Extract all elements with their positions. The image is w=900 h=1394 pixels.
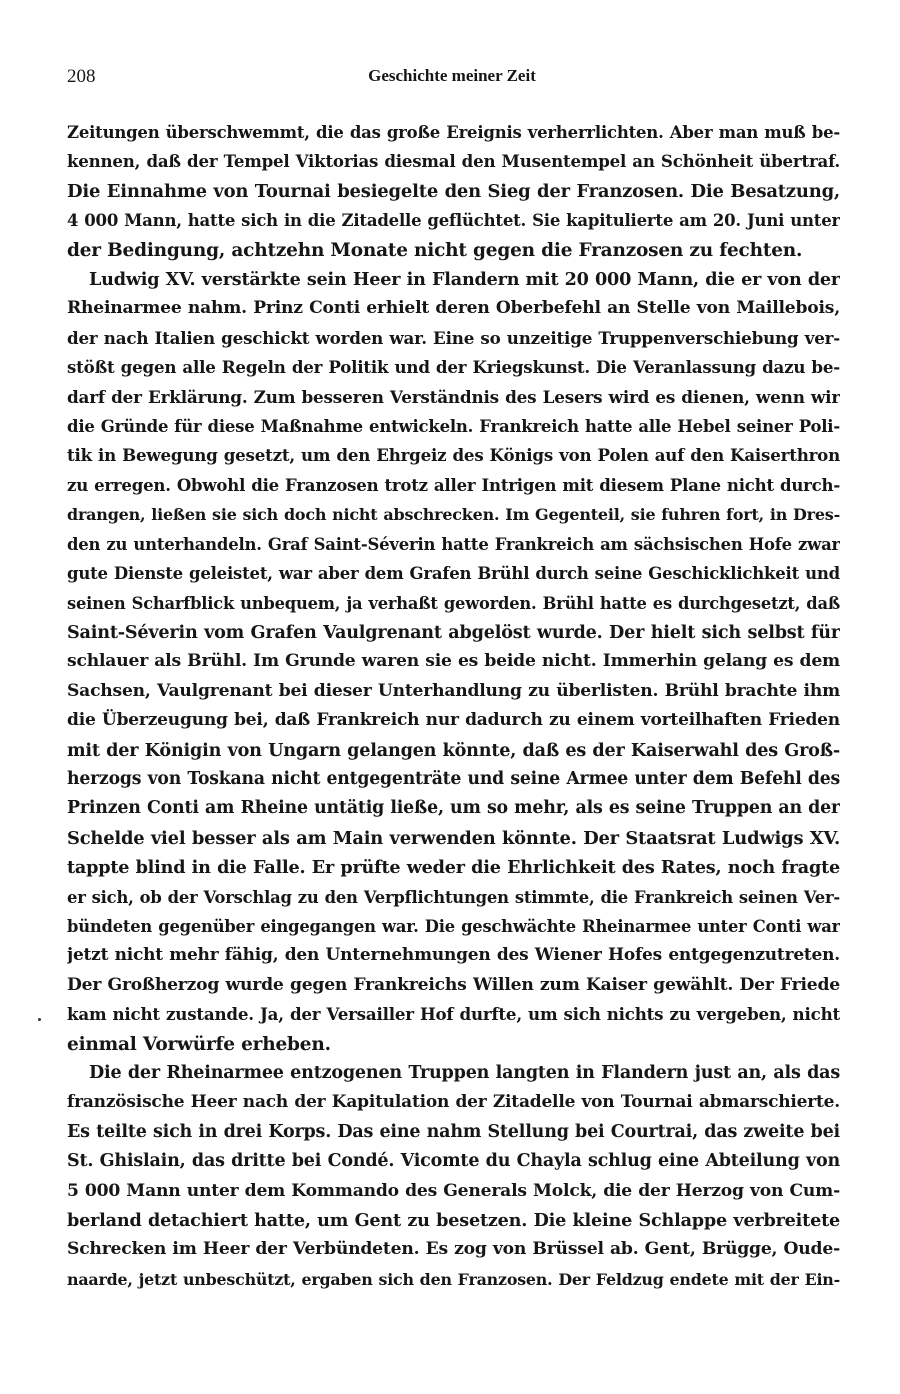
text-line: französische Heer nach der Kapitulation der Zitadelle von Tournai abmarschierte. <box>67 1092 840 1113</box>
text-line: berland detachiert hatte, um Gent zu besetzen. Die kleine Schlappe verbreitete <box>67 1210 840 1232</box>
text-line: drangen, ließen sie sich doch nicht abschrecken. Im Gegenteil, sie fuhren fort, in Dres- <box>67 505 840 525</box>
text-line: jetzt nicht mehr fähig, den Unternehmungen des Wiener Hofes entgegenzutreten. <box>67 945 840 966</box>
text-line: schlauer als Brühl. Im Grunde waren sie es beide nicht. Immerhin gelang es dem <box>67 651 840 672</box>
body-text <box>67 118 840 1294</box>
paragraph-2 <box>67 265 840 1059</box>
page-header <box>67 66 837 96</box>
stray-mark <box>38 1018 41 1021</box>
text-line: 5 000 Mann unter dem Kommando des Generals Molck, die der Herzog von Cum- <box>67 1180 840 1201</box>
page-number: 208 <box>67 66 96 87</box>
text-line: Der Großherzog wurde gegen Frankreichs Willen zum Kaiser gewählt. Der Friede <box>67 974 840 995</box>
text-line: tik in Bewegung gesetzt, um den Ehrgeiz des Königs von Polen auf den Kaiserthron <box>67 445 840 466</box>
text-line: Es teilte sich in drei Korps. Das eine nahm Stellung bei Courtrai, das zweite bei <box>67 1121 840 1142</box>
text-line: die Gründe für diese Maßnahme entwickeln. Frankreich hatte alle Hebel seiner Poli- <box>67 417 840 437</box>
text-line: Saint-Séverin vom Grafen Vaulgrenant abgelöst wurde. Der hielt sich selbst für <box>67 621 840 643</box>
text-line: St. Ghislain, das dritte bei Condé. Vicomte du Chayla schlug eine Abteilung von <box>67 1151 840 1172</box>
text-line: Rheinarmee nahm. Prinz Conti erhielt deren Oberbefehl an Stelle von Maillebois, <box>67 298 840 319</box>
text-line: bündeten gegenüber eingegangen war. Die geschwächte Rheinarmee unter Conti war <box>67 916 840 936</box>
text-line: darf der Erklärung. Zum besseren Verständnis des Lesers wird es dienen, wenn wir <box>67 386 840 407</box>
text-line: den zu unterhandeln. Graf Saint-Séverin hatte Frankreich am sächsischen Hofe zwar <box>67 534 840 554</box>
text-line: zu erregen. Obwohl die Franzosen trotz aller Intrigen mit diesem Plane nicht durch- <box>67 474 840 495</box>
text-line: der nach Italien geschickt worden war. Eine so unzeitige Truppenverschiebung ver- <box>67 327 840 348</box>
text-line: Schrecken im Heer der Verbündeten. Es zog von Brüssel ab. Gent, Brügge, Oude- <box>67 1239 840 1260</box>
running-title: Geschichte meiner Zeit <box>368 66 536 85</box>
text-line: kam nicht zustande. Ja, der Versailler Hof durfte, um sich nichts zu vergeben, nicht <box>67 1004 840 1025</box>
text-line: Ludwig XV. verstärkte sein Heer in Flandern mit 20 000 Mann, die er von der <box>89 269 840 291</box>
text-line: die Überzeugung bei, daß Frankreich nur dadurch zu einem vorteilhaften Frieden <box>67 710 840 731</box>
text-line: Zeitungen überschwemmt, die das große Ereignis verherrlichten. Aber man muß be- <box>67 123 840 142</box>
text-line: der Bedingung, achtzehn Monate nicht gegen die Franzosen zu fechten. <box>67 239 803 261</box>
text-line: Sachsen, Vaulgrenant bei dieser Unterhandlung zu überlisten. Brühl brachte ihm <box>67 680 840 701</box>
text-line: kennen, daß der Tempel Viktorias diesmal den Musentempel an Schönheit übertraf. <box>67 151 840 172</box>
text-line: seinen Scharfblick unbequem, ja verhaßt geworden. Brühl hatte es durchgesetzt, daß <box>67 593 840 613</box>
text-line: gute Dienste geleistet, war aber dem Grafen Brühl durch seine Geschicklichkeit und <box>67 564 840 584</box>
text-line: 4 000 Mann, hatte sich in die Zitadelle geflüchtet. Sie kapitulierte am 20. Juni unter <box>67 211 840 231</box>
paragraph-3 <box>67 1059 840 1294</box>
text-line: Prinzen Conti am Rheine untätig ließe, um so mehr, als es seine Truppen an der <box>67 798 840 819</box>
text-line: er sich, ob der Vorschlag zu den Verpflichtungen stimmte, die Frankreich seinen Ver- <box>67 887 840 907</box>
text-line: herzogs von Toskana nicht entgegenträte und seine Armee unter dem Befehl des <box>67 768 840 789</box>
text-line: naarde, jetzt unbeschützt, ergaben sich den Franzosen. Der Feldzug endete mit der Ein- <box>67 1269 840 1289</box>
text-line: Schelde viel besser als am Main verwenden könnte. Der Staatsrat Ludwigs XV. <box>67 827 840 849</box>
text-line: stößt gegen alle Regeln der Politik und der Kriegskunst. Die Veranlassung dazu be- <box>67 357 840 378</box>
paragraph-1 <box>67 118 840 265</box>
text-line: tappte blind in die Falle. Er prüfte weder die Ehrlichkeit des Rates, noch fragte <box>67 857 840 879</box>
text-line: mit der Königin von Ungarn gelangen könnte, daß es der Kaiserwahl des Groß- <box>67 739 840 761</box>
text-line: Die Einnahme von Tournai besiegelte den Sieg der Franzosen. Die Besatzung, <box>67 180 840 202</box>
text-line: Die der Rheinarmee entzogenen Truppen langten in Flandern just an, als das <box>89 1063 840 1083</box>
text-line: einmal Vorwürfe erheben. <box>67 1033 331 1055</box>
